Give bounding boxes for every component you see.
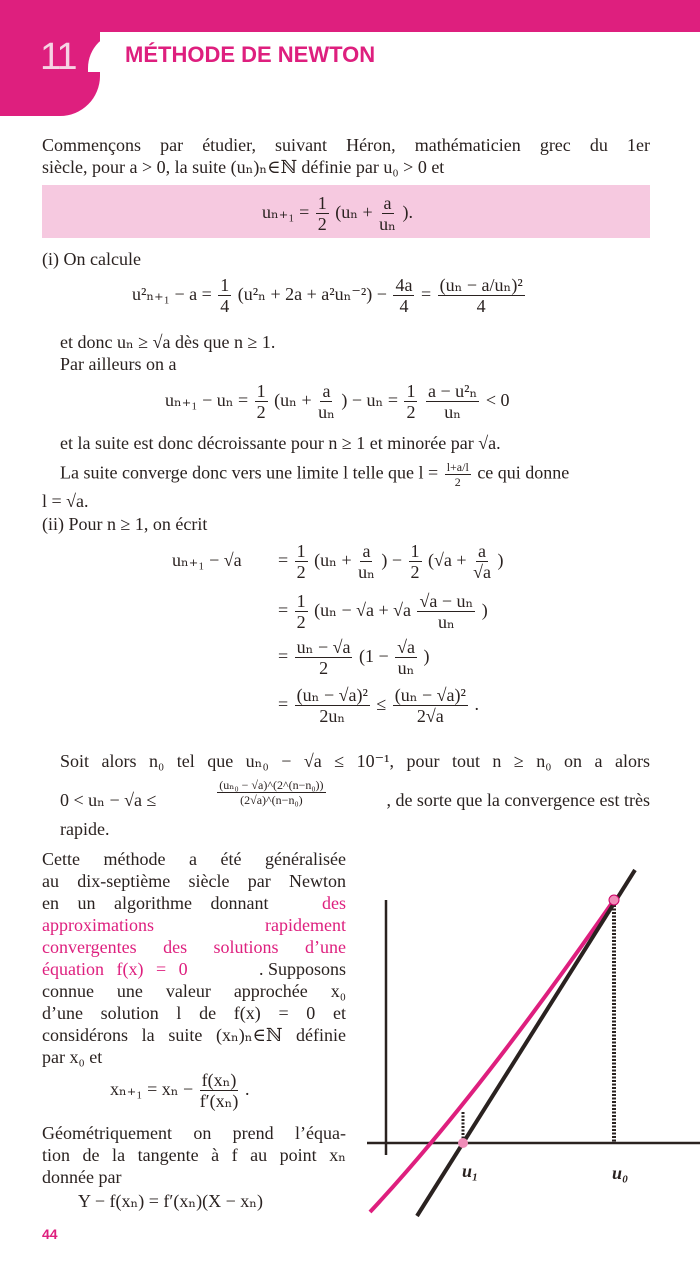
tangent-line (417, 870, 635, 1216)
fraction: $\frac{1}{2}$ (317, 193, 327, 235)
text-line: d’une solution l de f(x) = 0 et (42, 1003, 346, 1023)
equation-row: = $\frac{\text{(uₙ − √a)²}}{\text{2uₙ}}$ ≤ $\frac{\text{(uₙ − √a)²}}{2√a}$ . (278, 685, 479, 727)
text-line: Par ailleurs on a (60, 354, 177, 374)
fraction: $\frac{a}{\text{uₙ}}$ (379, 193, 396, 235)
part-i-label: (i) On calcule (42, 249, 141, 269)
text-line: l = √a. (42, 491, 89, 511)
math: (uₙ + (335, 202, 373, 222)
math: ). (402, 202, 413, 222)
text-line: et donc uₙ ≥ √a dès que n ≥ 1. (60, 332, 276, 352)
text-line: Cette méthode a été généralisée (42, 849, 346, 869)
text-line: tion de la tangente à f au point xₙ (42, 1145, 346, 1165)
point-u1 (458, 1138, 468, 1148)
equation-row: = $\frac{\text{uₙ − √a}}{2}$ (1 − $\frac{√a}{\text{uₙ}}$ ) (278, 637, 430, 679)
text-line: en un algorithme donnant des (42, 893, 346, 913)
label-u0: u₀ (612, 1163, 629, 1183)
equation: u²ₙ₊₁ − a = $\frac{1}{4}$ (u²ₙ + 2a + a²uₙ⁻²) − $\frac{4a}{4}$ = $\frac{\text{(uₙ − a/uₙ)²}}{4}$ (132, 275, 523, 317)
text-line: 0 < uₙ − √a ≤ $\frac{\text{(uₙ₀ − √a)\textasciicircum{}(2\textasciicircum{}(n−n₀))}}{\text{(2√a)\textasciicircum{}(n−n₀)}}$ , de sorte que la convergence est très (60, 778, 650, 810)
text-line: La suite converge donc vers une limite l telle que l = $\frac{l+a/l}{2}$ ce qui donne (60, 460, 570, 489)
label-u1: u₁ (462, 1161, 479, 1181)
text-line: donnée par (42, 1167, 122, 1187)
math: uₙ₊₁ = (262, 202, 310, 222)
equation-lhs: uₙ₊₁ − √a (172, 550, 242, 570)
text-line: Soit alors n₀ tel que uₙ₀ − √a ≤ 10⁻¹, pour tout n ≥ n₀ on a alors (60, 751, 650, 771)
text-line: au dix-septième siècle par Newton (42, 871, 346, 891)
text-line: équation f(x) = 0 . Supposons (42, 959, 346, 979)
point-u0 (609, 895, 619, 905)
text-line: considérons la suite (xₙ)ₙ∈ℕ définie (42, 1025, 346, 1045)
tangent-equation: Y − f(xₙ) = f′(xₙ)(X − xₙ) (78, 1191, 264, 1211)
text-line: rapide. (60, 819, 110, 839)
part-ii-label: (ii) Pour n ≥ 1, on écrit (42, 514, 208, 534)
intro-line: Commençons par étudier, suivant Héron, mathématicien grec du 1er (42, 135, 650, 155)
text-line: Géométriquement on prend l’équa- (42, 1123, 346, 1143)
equation-row: = $\frac{1}{2}$ (uₙ + $\frac{a}{\text{uₙ}}$ ) − $\frac{1}{2}$ (√a + $\frac{a}{√a}$ ) (278, 541, 504, 583)
text-line: connue une valeur approchée x₀ (42, 981, 346, 1001)
text-line: et la suite est donc décroissante pour n ≥ 1 et minorée par √a. (60, 433, 501, 453)
intro-line: siècle, pour a > 0, la suite (uₙ)ₙ∈ℕ définie par u₀ > 0 et (42, 157, 445, 177)
text-line: par x₀ et (42, 1047, 103, 1067)
chapter-title: MÉTHODE DE NEWTON (125, 42, 376, 67)
equation-row: = $\frac{1}{2}$ (uₙ − √a + √a $\frac{\text{√a − uₙ}}{\text{uₙ}}$ ) (278, 591, 488, 633)
page-number: 44 (42, 1226, 58, 1242)
function-curve (370, 900, 614, 1212)
highlight-text: convergentes des solutions d’une (42, 937, 346, 957)
highlight-text: approximations rapidement (42, 915, 346, 935)
chapter-number: 11 (40, 36, 76, 78)
newton-formula: xₙ₊₁ = xₙ − $\frac{\text{f(xₙ)}}{\text{f′(xₙ)}}$ . (110, 1070, 250, 1112)
equation: uₙ₊₁ − uₙ = $\frac{1}{2}$ (uₙ + $\frac{a}{\text{uₙ}}$ ) − uₙ = $\frac{1}{2}$ $\frac{\text{a − u²ₙ}}{\text{uₙ}}$ < 0 (165, 381, 510, 423)
